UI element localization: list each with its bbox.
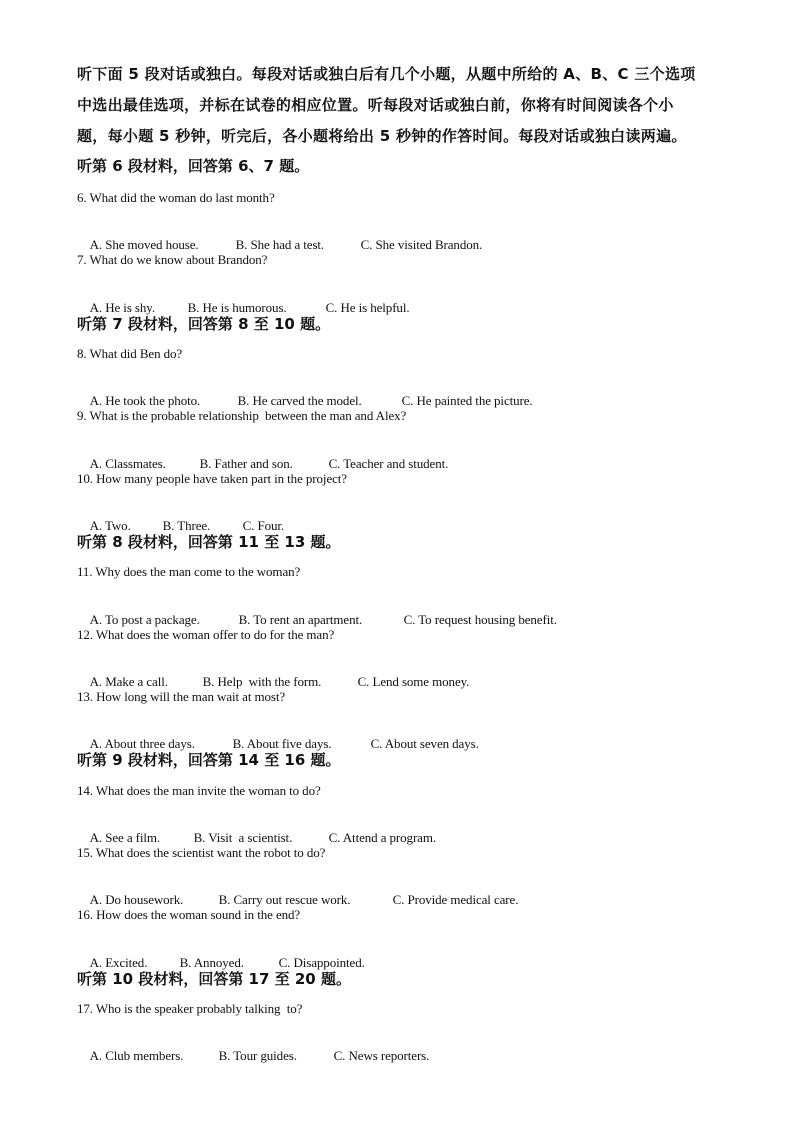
option-c: C. News reporters. <box>333 1048 430 1063</box>
option-b: B. About five days. <box>232 736 332 751</box>
option-a: A. Two. <box>89 518 131 533</box>
question-stem: 15. What does the scientist want the robot to do? <box>77 845 326 860</box>
option-c: C. Teacher and student. <box>328 456 449 471</box>
question-stem: 7. What do we know about Brandon? <box>77 252 268 267</box>
option-b: B. He is humorous. <box>187 300 287 315</box>
section-heading: 听第 10 段材料，回答第 17 至 20 题。 <box>77 970 351 988</box>
option-c: C. Disappointed. <box>278 955 365 970</box>
option-c: C. Attend a program. <box>328 830 437 845</box>
option-b: B. Visit a scientist. <box>193 830 293 845</box>
question-stem: 12. What does the woman offer to do for the man? <box>77 627 335 642</box>
question-stem: 16. How does the woman sound in the end? <box>77 907 301 922</box>
option-b: B. Help with the form. <box>202 674 322 689</box>
instructions-line: 中选出最佳选项，并标在试卷的相应位置。听每段对话或独白前，你将有时间阅读各个小 <box>77 96 674 114</box>
option-a: A. He took the photo. <box>89 393 201 408</box>
option-c: C. Four. <box>242 518 285 533</box>
option-a: A. Make a call. <box>89 674 168 689</box>
option-a: A. He is shy. <box>89 300 155 315</box>
question-stem: 13. How long will the man wait at most? <box>77 689 286 704</box>
option-b: B. Three. <box>162 518 211 533</box>
question-stem: 8. What did Ben do? <box>77 346 183 361</box>
option-b: B. To rent an apartment. <box>238 612 363 627</box>
question-stem: 10. How many people have taken part in the project? <box>77 471 347 486</box>
option-a: A. About three days. <box>89 736 195 751</box>
option-b: B. He carved the model. <box>237 393 362 408</box>
question-stem: 6. What did the woman do last month? <box>77 190 275 205</box>
question-stem: 14. What does the man invite the woman to do? <box>77 783 321 798</box>
answer-options <box>77 1032 429 1080</box>
option-c: C. Lend some money. <box>357 674 470 689</box>
option-a: A. To post a package. <box>89 612 200 627</box>
option-a: A. She moved house. <box>89 237 199 252</box>
option-b: B. Carry out rescue work. <box>218 892 351 907</box>
option-a: A. Classmates. <box>89 456 166 471</box>
instructions <box>77 59 727 152</box>
option-a: A. Club members. <box>89 1048 184 1063</box>
option-a: A. Excited. <box>89 955 148 970</box>
option-b: B. She had a test. <box>235 237 325 252</box>
section-heading: 听第 7 段材料，回答第 8 至 10 题。 <box>77 315 331 333</box>
option-b: B. Tour guides. <box>218 1048 297 1063</box>
question-stem: 11. Why does the man come to the woman? <box>77 564 301 579</box>
question-stem: 17. Who is the speaker probably talking to? <box>77 1001 303 1016</box>
option-b: B. Father and son. <box>199 456 293 471</box>
option-b: B. Annoyed. <box>179 955 244 970</box>
section-heading: 听第 9 段材料，回答第 14 至 16 题。 <box>77 751 341 769</box>
question-stem: 9. What is the probable relationship between the man and Alex? <box>77 408 407 423</box>
option-c: C. About seven days. <box>370 736 479 751</box>
option-c: C. He painted the picture. <box>401 393 533 408</box>
section-heading: 听第 8 段材料，回答第 11 至 13 题。 <box>77 533 341 551</box>
instructions-line: 题，每小题 5 秒钟，听完后，各小题将给出 5 秒钟的作答时间。每段对话或独白读两遍。 <box>77 127 687 145</box>
option-a: A. See a film. <box>89 830 161 845</box>
option-a: A. Do housework. <box>89 892 184 907</box>
option-c: C. He is helpful. <box>325 300 410 315</box>
option-c: C. Provide medical care. <box>392 892 519 907</box>
option-c: C. To request housing benefit. <box>403 612 557 627</box>
instructions-line: 听下面 5 段对话或独白。每段对话或独白后有几个小题，从题中所给的 A、B、C 三个选项 <box>77 65 696 83</box>
option-c: C. She visited Brandon. <box>360 237 483 252</box>
section-heading: 听第 6 段材料，回答第 6、7 题。 <box>77 157 310 175</box>
